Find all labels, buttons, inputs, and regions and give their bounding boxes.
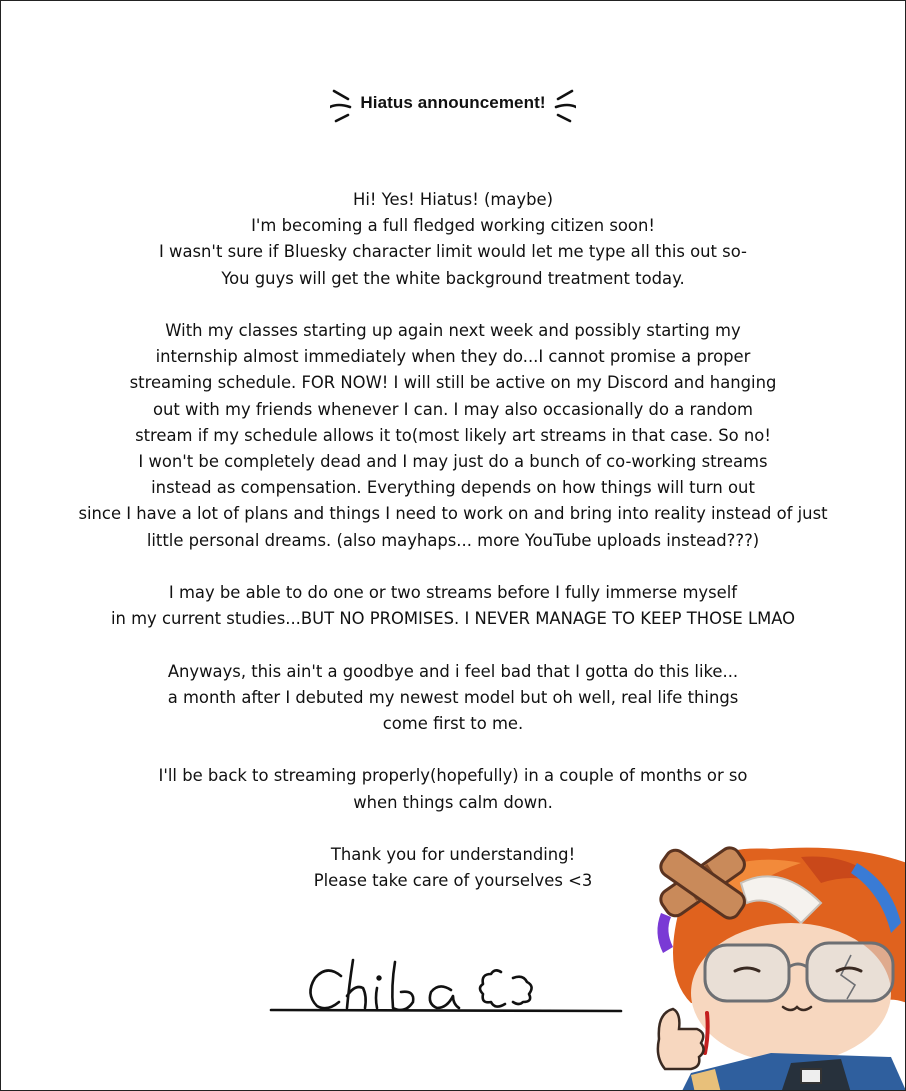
text-line: Hi! Yes! Hiatus! (maybe): [353, 190, 553, 209]
signature: [269, 956, 629, 1026]
paragraph: [1, 659, 905, 738]
cloud-doodle-icon: [480, 970, 532, 1006]
page-title: [330, 93, 575, 113]
text-line: when things calm down.: [353, 792, 553, 812]
text-line: stream if my schedule allows it to(most likely art streams in that case. So no!: [135, 425, 771, 445]
text-line: internship almost immediately when they do...I cannot promise a proper: [155, 347, 751, 367]
paragraph: [1, 318, 905, 554]
text-line: since I have a lot of plans and things I need to work on and bring into reality instead of just: [78, 504, 828, 524]
text-line: I may be able to do one or two streams before I fully immerse myself: [168, 583, 738, 603]
text-line: in my current studies...BUT NO PROMISES. I NEVER MANAGE TO KEEP THOSE LMAO: [110, 609, 796, 629]
text-line: instead as compensation. Everything depends on how things will turn out: [151, 478, 755, 498]
text-line: With my classes starting up again next week and possibly starting my: [165, 321, 741, 340]
text-line: You guys will get the white background treatment today.: [221, 268, 685, 288]
title-text: Hiatus announcement!: [360, 93, 546, 112]
text-line: I'll be back to streaming properly(hopefully) in a couple of months or so: [158, 766, 748, 786]
text-line: out with my friends whenever I can. I may also occasionally do a random: [152, 399, 754, 419]
chibi-character-illustration: [651, 843, 906, 1091]
text-line: a month after I debuted my newest model but oh well, real life things: [167, 687, 739, 707]
sparkle-lines-icon: [546, 87, 576, 127]
text-line: I wasn't sure if Bluesky character limit would let me type all this out so-: [159, 242, 747, 262]
text-line: come first to me.: [382, 714, 524, 734]
sparkle-lines-icon: [330, 87, 360, 127]
text-line: Thank you for understanding!: [330, 845, 576, 864]
text-line: Please take care of yourselves <3: [313, 871, 593, 891]
text-line: little personal dreams. (also mayhaps... more YouTube uploads instead???): [146, 530, 760, 550]
paragraph: [1, 580, 905, 632]
text-line: Anyways, this ain't a goodbye and i feel bad that I gotta do this like...: [167, 661, 739, 681]
text-line: streaming schedule. FOR NOW! I will still be active on my Discord and hanging: [129, 373, 777, 393]
text-line: I'm becoming a full fledged working citizen soon!: [251, 216, 655, 236]
title-row: [1, 93, 905, 113]
text-line: I won't be completely dead and I may just do a bunch of co-working streams: [138, 452, 768, 472]
announcement-body: [1, 187, 905, 921]
paragraph: [1, 763, 905, 815]
paragraph: [1, 187, 905, 292]
